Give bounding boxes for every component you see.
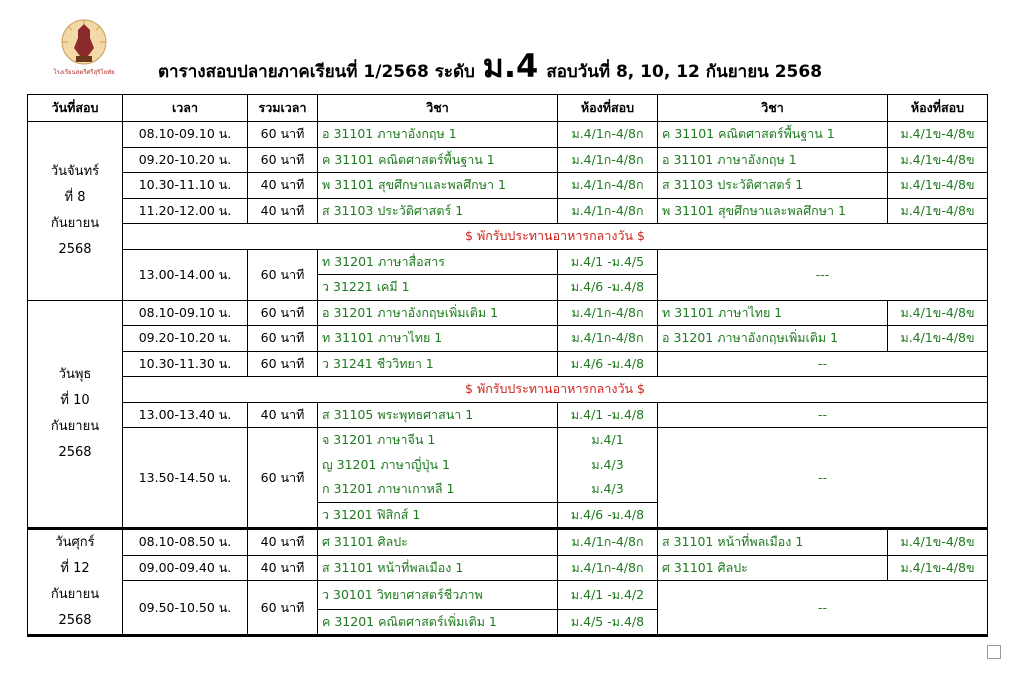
col-room-a: ห้องที่สอบ	[558, 95, 658, 122]
duration-cell: 60 นาที	[248, 122, 318, 148]
col-duration: รวมเวลา	[248, 95, 318, 122]
col-subject-a: วิชา	[318, 95, 558, 122]
duration-cell: 40 นาที	[248, 402, 318, 428]
subject-cell: ญ 31201 ภาษาญี่ปุ่น 1	[318, 453, 558, 478]
lunch-row	[28, 224, 988, 250]
table-row	[28, 581, 988, 610]
room-cell: ม.4/5 -ม.4/8	[558, 609, 658, 636]
subject-cell: พ 31101 สุขศึกษาและพลศึกษา 1	[658, 198, 888, 224]
subject-cell: อ 31201 ภาษาอังกฤษเพิ่มเติม 1	[318, 300, 558, 326]
subject-cell: อ 31101 ภาษาอังกฤษ 1	[658, 147, 888, 173]
room-cell: ม.4/6 -ม.4/8	[558, 502, 658, 529]
room-cell: ม.4/6 -ม.4/8	[558, 351, 658, 377]
subject-cell: ศ 31101 ศิลปะ	[658, 555, 888, 581]
subject-cell: ท 31101 ภาษาไทย 1	[658, 300, 888, 326]
time-cell: 08.10-09.10 น.	[123, 122, 248, 148]
room-cell: ม.4/1	[558, 428, 658, 453]
subject-cell: ว 31201 ฟิสิกส์ 1	[318, 502, 558, 529]
table-row	[28, 326, 988, 352]
room-cell: ม.4/1ข-4/8ข	[888, 147, 988, 173]
title-prefix: ตารางสอบปลายภาคเรียนที่ 1/2568 ระดับ	[158, 62, 475, 82]
time-cell: 09.00-09.40 น.	[123, 555, 248, 581]
lunch-break-label: $ พักรับประทานอาหารกลางวัน $	[123, 377, 988, 403]
day-cell-friday: วันศุกร์ ที่ 12 กันยายน 2568	[28, 529, 123, 636]
page-corner-marker	[987, 645, 1001, 659]
room-cell: ม.4/1ข-4/8ข	[888, 198, 988, 224]
room-cell: ม.4/1 -ม.4/8	[558, 402, 658, 428]
empty-slot: --	[658, 581, 988, 636]
room-cell: ม.4/1ข-4/8ข	[888, 529, 988, 556]
subject-cell: ค 31101 คณิตศาสตร์พื้นฐาน 1	[318, 147, 558, 173]
empty-slot: ---	[658, 249, 988, 300]
school-logo	[48, 18, 120, 78]
header-row	[28, 95, 988, 122]
duration-cell: 60 นาที	[248, 300, 318, 326]
table-row	[28, 351, 988, 377]
col-date: วันที่สอบ	[28, 95, 123, 122]
room-cell: ม.4/1ก-4/8ก	[558, 326, 658, 352]
time-cell: 10.30-11.10 น.	[123, 173, 248, 199]
time-cell: 13.50-14.50 น.	[123, 428, 248, 529]
duration-cell: 60 นาที	[248, 326, 318, 352]
room-cell: ม.4/1ก-4/8ก	[558, 173, 658, 199]
time-cell: 11.20-12.00 น.	[123, 198, 248, 224]
empty-slot: --	[658, 351, 988, 377]
table-row	[28, 428, 988, 453]
subject-cell: ว 30101 วิทยาศาสตร์ชีวภาพ	[318, 581, 558, 610]
time-cell: 13.00-13.40 น.	[123, 402, 248, 428]
title-suffix: สอบวันที่ 8, 10, 12 กันยายน 2568	[546, 62, 823, 82]
subject-cell: ว 31221 เคมี 1	[318, 275, 558, 301]
room-cell: ม.4/3	[558, 477, 658, 502]
day-cell-wednesday: วันพุธ ที่ 10 กันยายน 2568	[28, 300, 123, 529]
table-row	[28, 555, 988, 581]
duration-cell: 60 นาที	[248, 428, 318, 529]
duration-cell: 60 นาที	[248, 249, 318, 300]
empty-slot: --	[658, 402, 988, 428]
table-row	[28, 249, 988, 275]
subject-cell: ค 31101 คณิตศาสตร์พื้นฐาน 1	[658, 122, 888, 148]
lunch-row	[28, 377, 988, 403]
table-row	[28, 300, 988, 326]
subject-cell: พ 31101 สุขศึกษาและพลศึกษา 1	[318, 173, 558, 199]
duration-cell: 60 นาที	[248, 581, 318, 636]
room-cell: ม.4/1ข-4/8ข	[888, 326, 988, 352]
room-cell: ม.4/1ก-4/8ก	[558, 122, 658, 148]
room-cell: ม.4/1ก-4/8ก	[558, 198, 658, 224]
page-title	[158, 47, 823, 85]
subject-cell: ส 31101 หน้าที่พลเมือง 1	[658, 529, 888, 556]
time-cell: 09.20-10.20 น.	[123, 147, 248, 173]
svg-text:โรงเรียนสตรีศรีสุริโยทัย: โรงเรียนสตรีศรีสุริโยทัย	[53, 69, 115, 76]
duration-cell: 40 นาที	[248, 555, 318, 581]
time-cell: 09.20-10.20 น.	[123, 326, 248, 352]
subject-cell: ก 31201 ภาษาเกาหลี 1	[318, 477, 558, 502]
room-cell: ม.4/1ก-4/8ก	[558, 529, 658, 556]
time-cell: 10.30-11.30 น.	[123, 351, 248, 377]
col-room-b: ห้องที่สอบ	[888, 95, 988, 122]
room-cell: ม.4/1ก-4/8ก	[558, 147, 658, 173]
subject-cell: ว 31241 ชีววิทยา 1	[318, 351, 558, 377]
subject-cell: ส 31105 พระพุทธศาสนา 1	[318, 402, 558, 428]
table-row	[28, 198, 988, 224]
room-cell: ม.4/3	[558, 453, 658, 478]
room-cell: ม.4/1 -ม.4/5	[558, 249, 658, 275]
room-cell: ม.4/1ก-4/8ก	[558, 300, 658, 326]
subject-cell: อ 31201 ภาษาอังกฤษเพิ่มเติม 1	[658, 326, 888, 352]
duration-cell: 40 นาที	[248, 529, 318, 556]
room-cell: ม.4/1 -ม.4/2	[558, 581, 658, 610]
duration-cell: 60 นาที	[248, 351, 318, 377]
subject-cell: ท 31201 ภาษาสื่อสาร	[318, 249, 558, 275]
table-row	[28, 402, 988, 428]
time-cell: 08.10-08.50 น.	[123, 529, 248, 556]
title-level: ม.4	[482, 47, 539, 85]
subject-cell: ท 31101 ภาษาไทย 1	[318, 326, 558, 352]
duration-cell: 40 นาที	[248, 198, 318, 224]
room-cell: ม.4/1ข-4/8ข	[888, 173, 988, 199]
time-cell: 13.00-14.00 น.	[123, 249, 248, 300]
lunch-break-label: $ พักรับประทานอาหารกลางวัน $	[123, 224, 988, 250]
col-subject-b: วิชา	[658, 95, 888, 122]
table-row	[28, 122, 988, 148]
subject-cell: อ 31101 ภาษาอังกฤษ 1	[318, 122, 558, 148]
subject-cell: จ 31201 ภาษาจีน 1	[318, 428, 558, 453]
table-row	[28, 173, 988, 199]
room-cell: ม.4/1ก-4/8ก	[558, 555, 658, 581]
duration-cell: 40 นาที	[248, 173, 318, 199]
subject-cell: ส 31103 ประวัติศาสตร์ 1	[658, 173, 888, 199]
room-cell: ม.4/6 -ม.4/8	[558, 275, 658, 301]
subject-cell: ส 31101 หน้าที่พลเมือง 1	[318, 555, 558, 581]
subject-cell: ค 31201 คณิตศาสตร์เพิ่มเติม 1	[318, 609, 558, 636]
room-cell: ม.4/1ข-4/8ข	[888, 300, 988, 326]
empty-slot: --	[658, 428, 988, 529]
room-cell: ม.4/1ข-4/8ข	[888, 122, 988, 148]
col-time: เวลา	[123, 95, 248, 122]
time-cell: 09.50-10.50 น.	[123, 581, 248, 636]
subject-cell: ส 31103 ประวัติศาสตร์ 1	[318, 198, 558, 224]
day-cell-monday: วันจันทร์ ที่ 8 กันยายน 2568	[28, 122, 123, 301]
table-row	[28, 529, 988, 556]
room-cell: ม.4/1ข-4/8ข	[888, 555, 988, 581]
table-row	[28, 147, 988, 173]
exam-schedule-table	[27, 94, 988, 637]
subject-cell: ศ 31101 ศิลปะ	[318, 529, 558, 556]
time-cell: 08.10-09.10 น.	[123, 300, 248, 326]
duration-cell: 60 นาที	[248, 147, 318, 173]
